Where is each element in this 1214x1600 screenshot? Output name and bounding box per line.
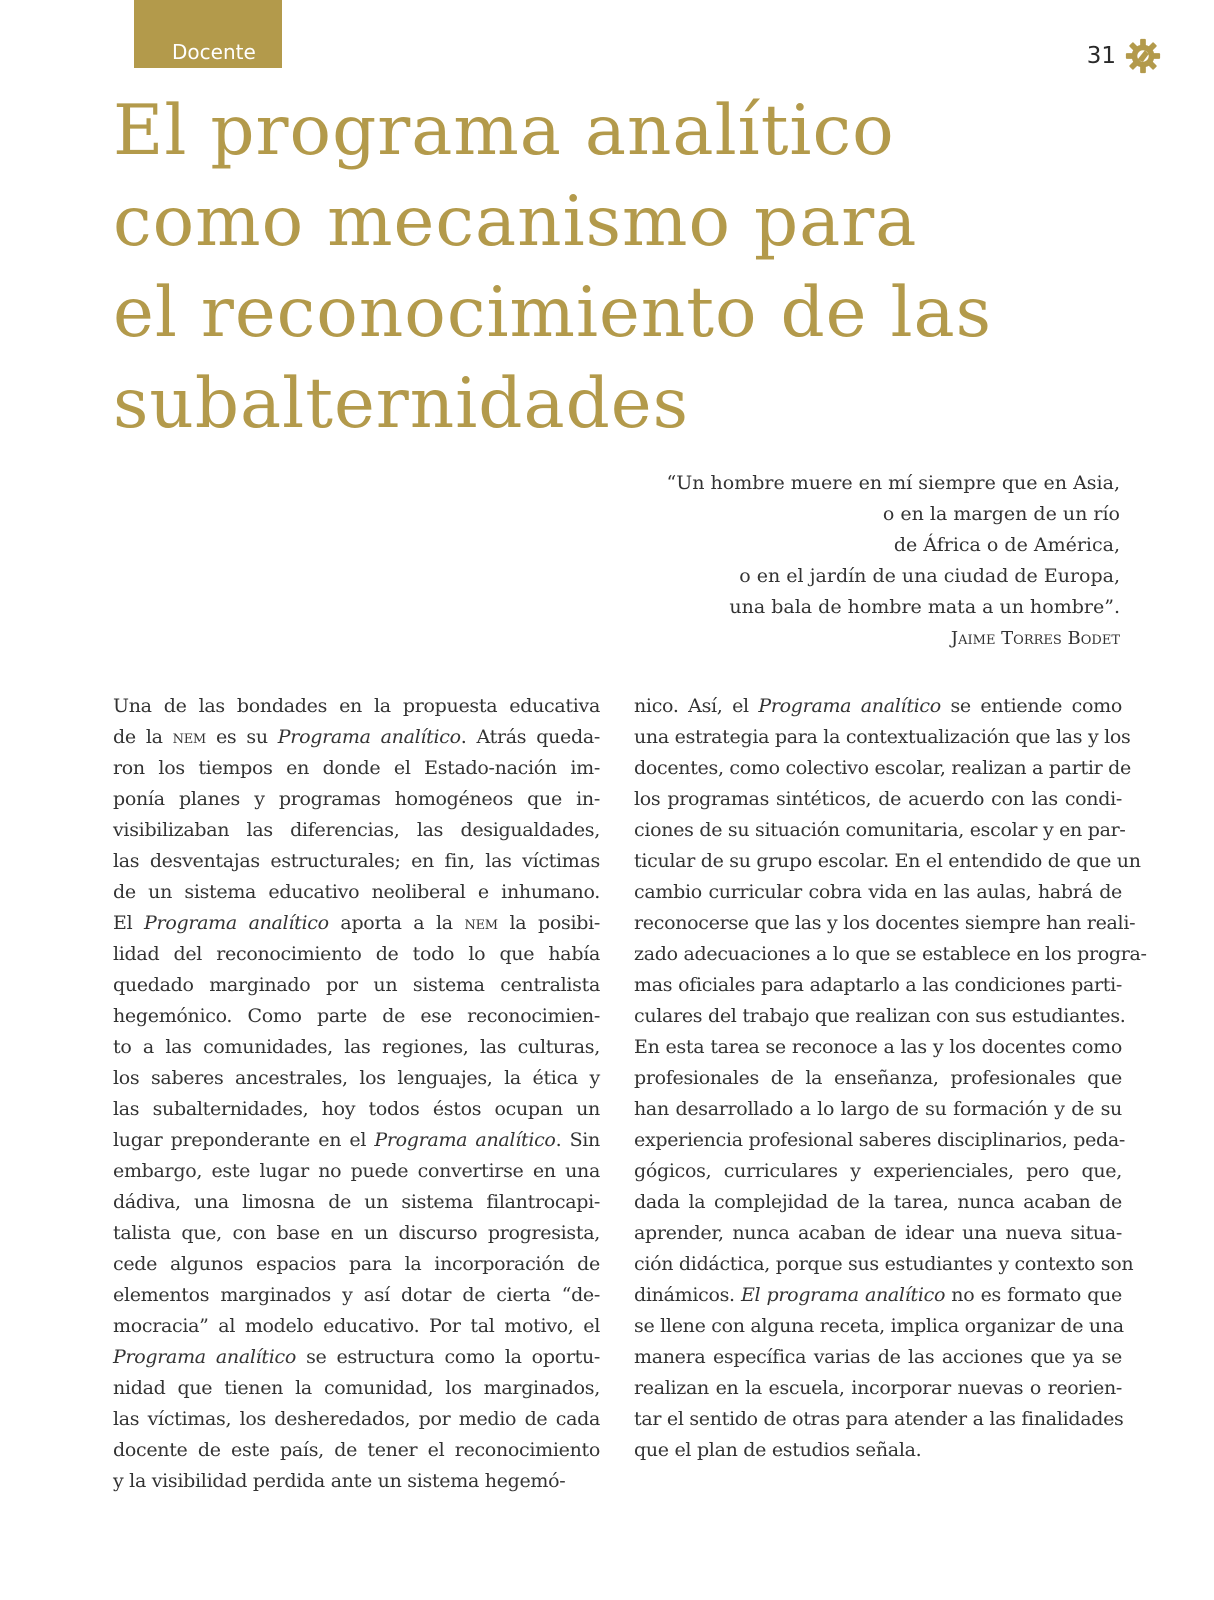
epigraph-line: o en el jardín de una ciudad de Europa, <box>739 565 1120 587</box>
body-text-line: los programas sintéticos, de acuerdo con las condi- <box>634 788 1122 810</box>
body-text-line: Una de las bondades en la propuesta educativa <box>113 695 600 717</box>
body-text-line: y la visibilidad perdida ante un sistema hegemó- <box>113 1470 566 1492</box>
epigraph-line: de África o de América, <box>893 534 1120 556</box>
epigraph-line: una bala de hombre mata a un hombre”. <box>729 596 1120 618</box>
body-text-line: las desventajas estructurales; en fin, las víctimas <box>113 850 600 872</box>
body-text-line: lidad del reconocimiento de todo lo que había <box>113 943 600 965</box>
body-column-left <box>113 691 600 1497</box>
body-text-line: Programa analítico se estructura como la oportu- <box>113 1346 600 1368</box>
title-line: como mecanismo para <box>113 182 918 262</box>
body-text-line: visibilizaban las diferencias, las desigualdades, <box>113 819 600 841</box>
body-text-line: reconocerse que las y los docentes siempre han reali- <box>634 912 1136 934</box>
body-text-line: de un sistema educativo neoliberal e inhumano. <box>113 881 600 903</box>
body-text-line: nidad que tienen la comunidad, los marginados, <box>113 1377 600 1399</box>
body-text-line: ción didáctica, porque sus estudiantes y contexto son <box>634 1253 1134 1275</box>
epigraph-line: “Un hombre muere en mí siempre que en Asia, <box>666 472 1120 494</box>
body-text-line: ponía planes y programas homogéneos que in- <box>113 788 600 810</box>
body-text-line: culares del trabajo que realizan con sus estudiantes. <box>634 1005 1126 1027</box>
gear-logo-icon <box>1124 37 1162 75</box>
body-text-line: han desarrollado a lo largo de su formación y de su <box>634 1098 1122 1120</box>
body-text-line: que el plan de estudios señala. <box>634 1439 922 1461</box>
body-text-line: talista que, con base en un discurso progresista, <box>113 1222 600 1244</box>
body-text-line: El Programa analítico aporta a la nem la posibi- <box>113 912 601 934</box>
body-text-line: manera específica varias de las acciones que ya se <box>634 1346 1122 1368</box>
epigraph <box>560 468 1120 654</box>
body-text-line: dinámicos. El programa analítico no es formato que <box>634 1284 1123 1306</box>
body-text-line: aprender, nunca acaban de idear una nueva situa- <box>634 1222 1122 1244</box>
body-text-line: lugar preponderante en el Programa analítico. Sin <box>113 1129 600 1151</box>
body-text-line: las víctimas, los desheredados, por medio de cada <box>113 1408 600 1430</box>
body-text-line: elementos marginados y así dotar de cierta “de- <box>113 1284 600 1306</box>
body-text-line: quedado marginado por un sistema centralista <box>113 974 600 996</box>
epigraph-line: o en la margen de un río <box>882 503 1120 525</box>
body-text-line: mocracia” al modelo educativo. Por tal motivo, el <box>113 1315 600 1337</box>
body-text-line: realizan en la escuela, incorporar nuevas o reorien- <box>634 1377 1122 1399</box>
body-text-line: nico. Así, el Programa analítico se entiende como <box>634 695 1123 717</box>
title-line: el reconocimiento de las <box>113 273 993 353</box>
body-text-line: profesionales de la enseñanza, profesionales que <box>634 1067 1122 1089</box>
section-label: Docente <box>172 40 256 64</box>
body-text-line: dádiva, una limosna de un sistema filantrocapi- <box>113 1191 600 1213</box>
body-text-line: los saberes ancestrales, los lenguajes, la ética y <box>113 1067 600 1089</box>
body-text-line: se llene con alguna receta, implica organizar de una <box>634 1315 1124 1337</box>
body-text-line: ron los tiempos en donde el Estado-nación im- <box>113 757 600 779</box>
body-text-line: ticular de su grupo escolar. En el entendido de que un <box>634 850 1141 872</box>
body-text-line: to a las comunidades, las regiones, las culturas, <box>113 1036 600 1058</box>
article-title <box>113 86 1173 450</box>
body-text-line: experiencia profesional saberes disciplinarios, peda- <box>634 1129 1126 1151</box>
body-text-line: tar el sentido de otras para atender a las finalidades <box>634 1408 1124 1430</box>
body-text-line: ciones de su situación comunitaria, escolar y en par- <box>634 819 1126 841</box>
body-text-line: de la nem es su Programa analítico. Atrás queda- <box>113 726 600 748</box>
body-text-line: embargo, este lugar no puede convertirse en una <box>113 1160 600 1182</box>
body-text-line: gógicos, curriculares y experienciales, pero que, <box>634 1160 1122 1182</box>
body-text-line: cede algunos espacios para la incorporación de <box>113 1253 600 1275</box>
body-text-line: hegemónico. Como parte de ese reconocimien- <box>113 1005 600 1027</box>
section-tab <box>134 0 282 68</box>
body-text-line: mas oficiales para adaptarlo a las condiciones parti- <box>634 974 1122 996</box>
body-text-line: dada la complejidad de la tarea, nunca acaban de <box>634 1191 1122 1213</box>
title-line: El programa analítico <box>113 91 895 171</box>
body-column-right <box>634 691 1147 1466</box>
epigraph-author: Jaime Torres Bodet <box>950 628 1120 649</box>
body-text-line: docente de este país, de tener el reconocimiento <box>113 1439 600 1461</box>
body-text-line: En esta tarea se reconoce a las y los docentes como <box>634 1036 1122 1058</box>
page-number: 31 <box>1086 43 1116 69</box>
title-line: subalternidades <box>113 364 689 444</box>
body-text-line: cambio curricular cobra vida en las aulas, habrá de <box>634 881 1122 903</box>
body-text-line: las subalternidades, hoy todos éstos ocupan un <box>113 1098 600 1120</box>
body-text-line: docentes, como colectivo escolar, realizan a partir de <box>634 757 1131 779</box>
body-text-line: zado adecuaciones a lo que se establece en los progra- <box>634 943 1147 965</box>
body-text-line: una estrategia para la contextualización que las y los <box>634 726 1131 748</box>
